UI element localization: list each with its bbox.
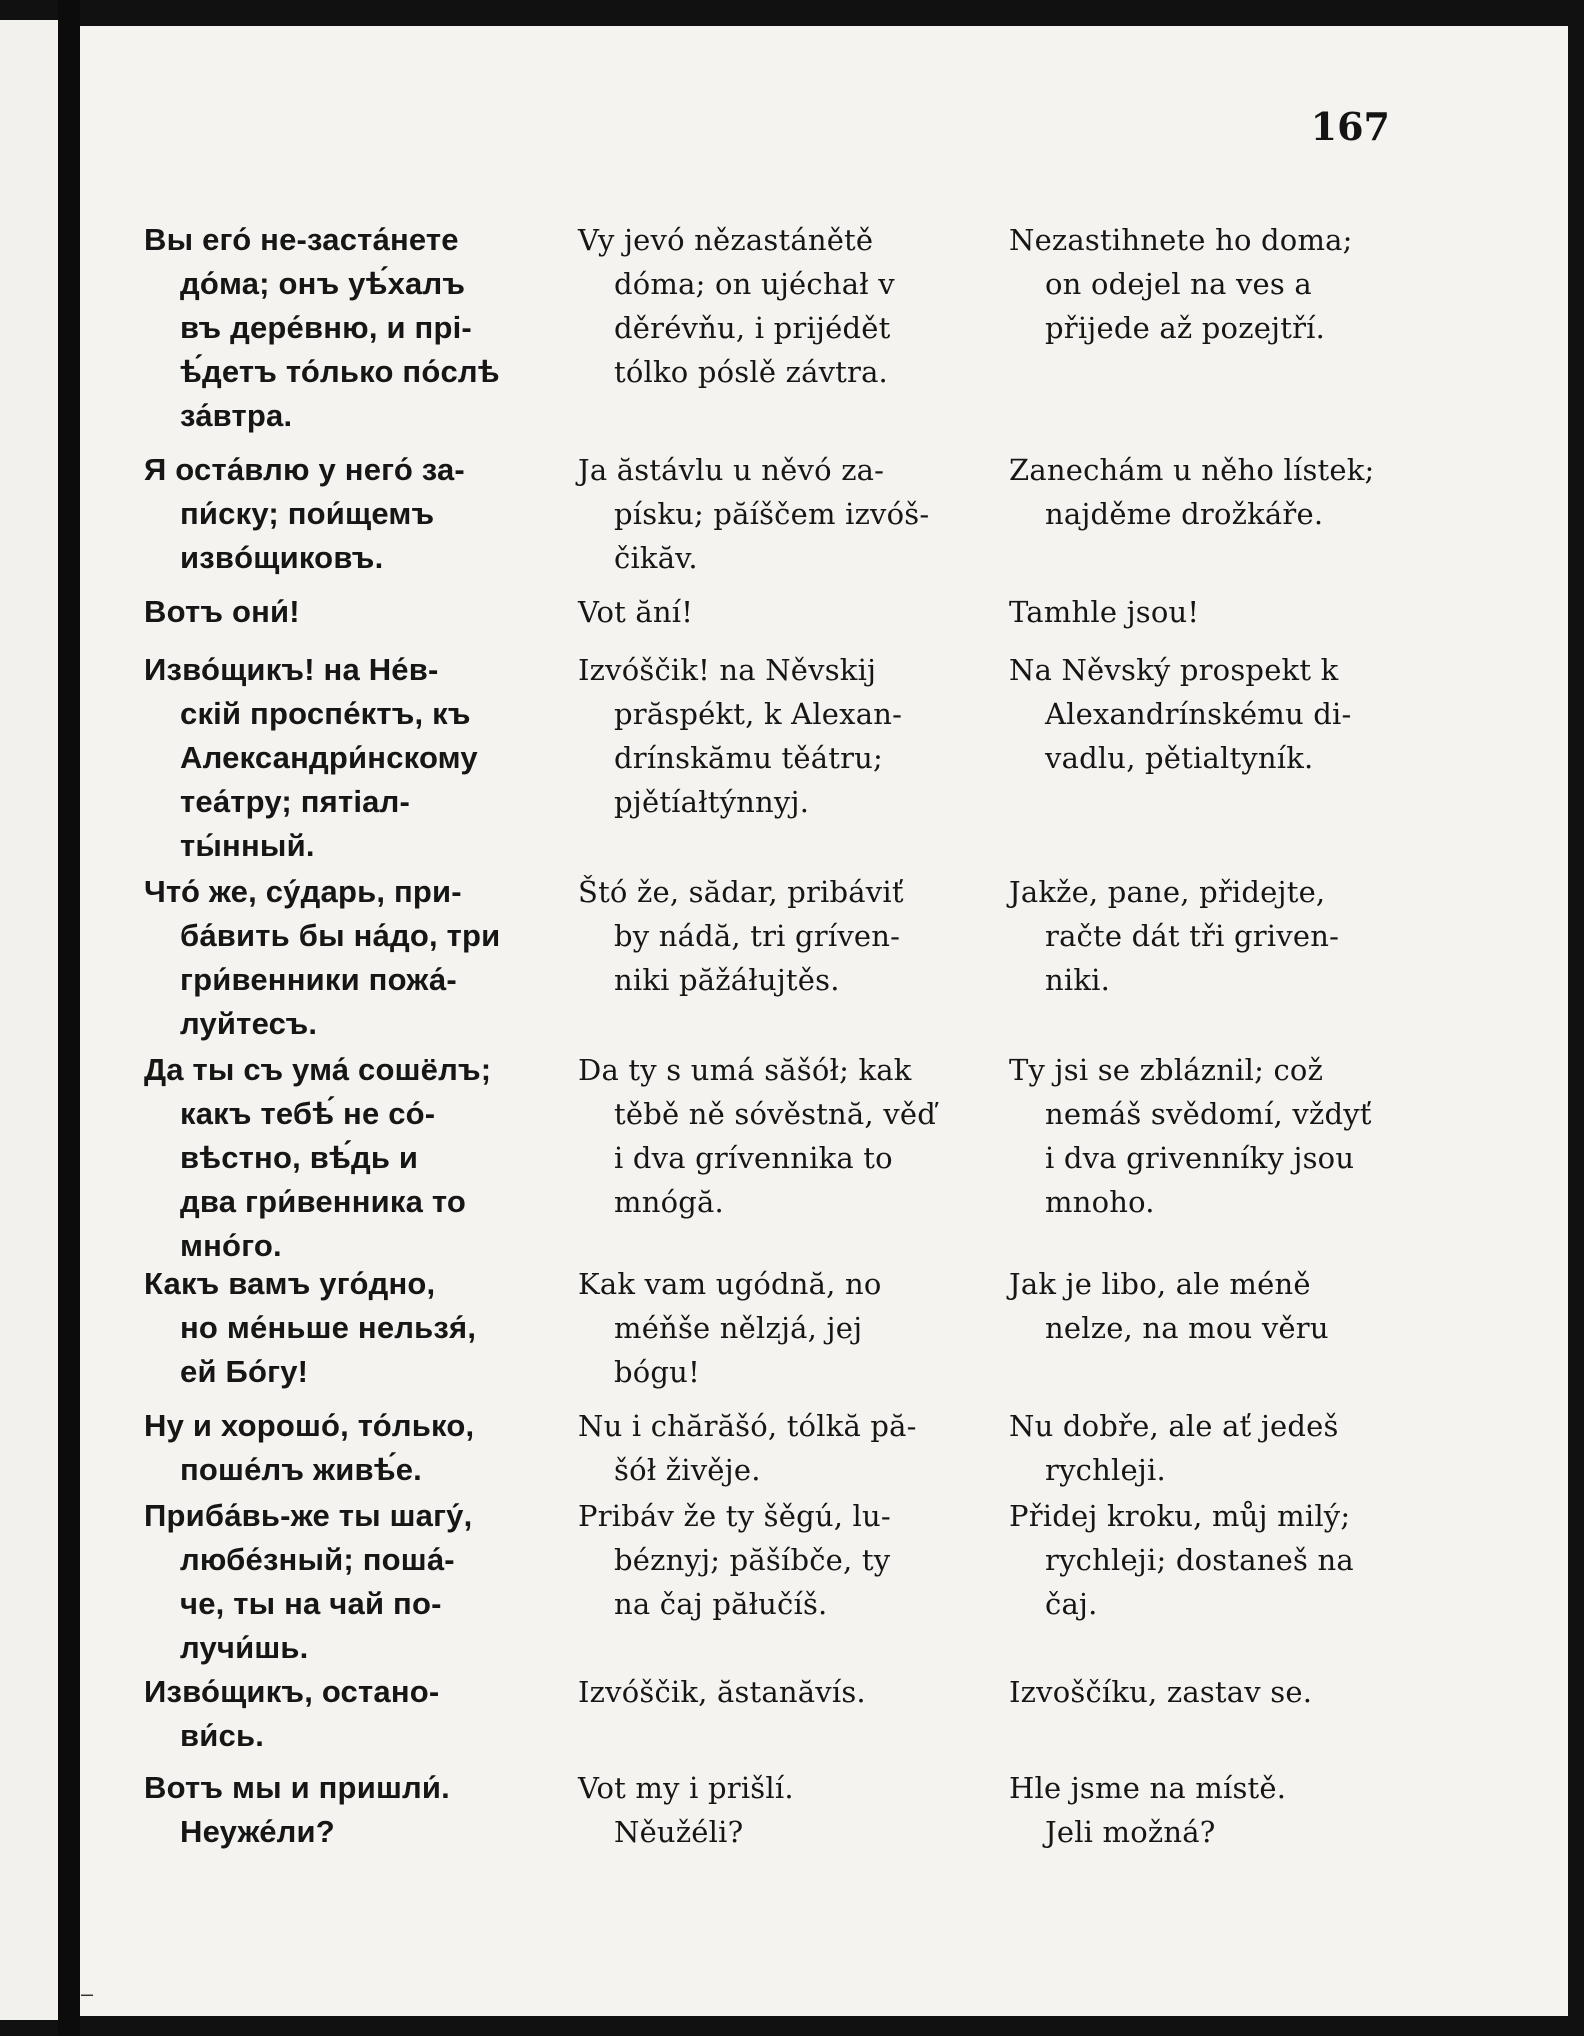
transliteration-text <box>578 1404 994 1492</box>
transliteration-text <box>578 870 994 1002</box>
text-line: Nu i chărăšó, tólkă pă- <box>578 1409 917 1443</box>
text-line: ви́сь. <box>180 1718 265 1753</box>
page-number: 167 <box>1310 104 1390 149</box>
text-line: tólko póslě závtra. <box>614 355 888 389</box>
text-line: rychleji; dostaneš na <box>1045 1543 1354 1577</box>
text-line: Tamhle jsou! <box>1009 595 1200 629</box>
text-line: pjětíałtýnnyj. <box>614 785 810 819</box>
text-line: béznyj; păšíbče, ty <box>614 1543 891 1577</box>
text-line: vadlu, pětialtyník. <box>1045 741 1314 775</box>
text-line: mnoho. <box>1045 1185 1155 1219</box>
text-line: Jak je libo, ale méně <box>1009 1267 1311 1301</box>
text-line: těbě ně sóvěstnă, věď <box>614 1097 936 1131</box>
text-line: вѣстно, вѣ́дь и <box>180 1140 419 1175</box>
text-line: Приба́вь-же ты шагу́, <box>144 1498 473 1533</box>
russian-text <box>144 1766 558 1854</box>
text-line: Да ты съ ума́ сошёлъ; <box>144 1052 492 1087</box>
text-line: najděme drožkáře. <box>1045 497 1324 531</box>
text-line: Alexandrínskému di- <box>1045 697 1352 731</box>
czech-text <box>1009 1670 1445 1714</box>
text-line: до́ма; онъ уѣ́халъ <box>180 266 466 301</box>
text-line: Ну и хорошо́, то́лько, <box>144 1408 475 1443</box>
russian-text <box>144 1262 558 1394</box>
text-line: ѣ́детъ то́лько по́слѣ <box>180 354 500 389</box>
text-line: пи́ску; пои́щемъ <box>180 496 435 531</box>
text-line: bógu! <box>614 1355 700 1389</box>
text-line: за́втра. <box>180 398 293 433</box>
transliteration-text <box>578 648 994 824</box>
text-line: čaj. <box>1045 1587 1098 1621</box>
text-line: mnógă. <box>614 1185 724 1219</box>
russian-text <box>144 1404 558 1492</box>
text-line: prăspékt, k Alexan- <box>614 697 903 731</box>
text-line: niki păžáłujtěs. <box>614 963 840 997</box>
text-line: Přidej kroku, můj milý; <box>1009 1499 1351 1533</box>
russian-text <box>144 1494 558 1670</box>
text-line: Изво́щикъ, остано- <box>144 1674 440 1709</box>
text-line: on odejel na ves a <box>1045 267 1312 301</box>
czech-text <box>1009 590 1445 634</box>
text-line: Nu dobře, ale ať jedeš <box>1009 1409 1339 1443</box>
text-line: drínskămu těátru; <box>614 741 883 775</box>
text-line: čikăv. <box>614 541 698 575</box>
text-line: Izvóščik! na Něvskij <box>578 653 877 687</box>
transliteration-text <box>578 218 994 394</box>
text-line: любе́зный; поша́- <box>180 1542 455 1577</box>
text-line: Něužéli? <box>614 1815 744 1849</box>
transliteration-text <box>578 448 994 580</box>
text-line: че, ты на чай по- <box>180 1586 442 1621</box>
text-line: Ja ăstávlu u něvó za- <box>578 453 885 487</box>
text-line: Изво́щикъ! на Не́в- <box>144 652 439 687</box>
czech-text <box>1009 1766 1445 1854</box>
text-line: Da ty s umá săšół; kak <box>578 1053 912 1087</box>
text-line: Какъ вамъ уго́дно, <box>144 1266 436 1301</box>
russian-text <box>144 218 558 438</box>
text-line: ей Бо́гу! <box>180 1354 309 1389</box>
text-line: dóma; on ujéchał v <box>614 267 895 301</box>
previous-page-edge <box>0 20 58 2020</box>
transliteration-text <box>578 1048 994 1224</box>
czech-text <box>1009 218 1445 350</box>
text-line: Вы его́ не-заста́нете <box>144 222 459 257</box>
text-line: Izvoščíku, zastav se. <box>1009 1675 1313 1709</box>
czech-text <box>1009 870 1445 1002</box>
text-line: písku; păíščem izvóš- <box>614 497 930 531</box>
russian-text <box>144 590 558 634</box>
text-line: niki. <box>1045 963 1111 997</box>
czech-text <box>1009 448 1445 536</box>
text-line: мно́го. <box>180 1228 282 1263</box>
text-line: два гри́венника то <box>180 1184 466 1219</box>
text-line: Hle jsme na místě. <box>1009 1771 1287 1805</box>
text-line: Вотъ они́! <box>144 594 300 629</box>
czech-text <box>1009 648 1445 780</box>
text-line: Jeli možná? <box>1045 1815 1216 1849</box>
russian-text <box>144 1670 558 1758</box>
text-line: přijede až pozejtří. <box>1045 311 1326 345</box>
text-line: Что́ же, су́дарь, при- <box>144 874 462 909</box>
text-line: Zanechám u něho lístek; <box>1009 453 1375 487</box>
text-line: но ме́ньше нельзя́, <box>180 1310 477 1345</box>
text-line: Неуже́ли? <box>180 1814 335 1849</box>
text-line: Я оста́влю у него́ за- <box>144 452 465 487</box>
czech-text <box>1009 1494 1445 1626</box>
text-line: луйтесъ. <box>180 1006 318 1041</box>
text-line: nemáš svědomí, vždyť <box>1045 1097 1372 1131</box>
transliteration-text <box>578 1766 994 1854</box>
text-line: Ty jsi se zbláznil; což <box>1009 1053 1324 1087</box>
russian-text <box>144 448 558 580</box>
czech-text <box>1009 1404 1445 1492</box>
text-line: rychleji. <box>1045 1453 1166 1487</box>
text-line: поше́лъ живѣ́е. <box>180 1452 422 1487</box>
text-line: скій проспе́ктъ, къ <box>180 696 471 731</box>
text-line: въ дере́вню, и прі- <box>180 310 472 345</box>
text-line: děrévňu, i prijédět <box>614 311 891 345</box>
text-line: гри́венники пожа́- <box>180 962 457 997</box>
scan-mark: ‒ <box>80 1982 94 2007</box>
russian-text <box>144 870 558 1046</box>
text-line: i dva grivenníky jsou <box>1045 1141 1355 1175</box>
text-line: Александри́нскому <box>180 740 478 775</box>
text-line: méňše nělzjá, jej <box>614 1311 863 1345</box>
text-line: Na Něvský prospekt k <box>1009 653 1339 687</box>
czech-text <box>1009 1262 1445 1350</box>
russian-text <box>144 648 558 868</box>
text-line: ба́вить бы на́до, три <box>180 918 501 953</box>
text-line: ты́нный. <box>180 828 315 863</box>
text-line: Vot ăní! <box>578 595 694 629</box>
text-line: извóщиковъ. <box>180 540 384 575</box>
text-line: теа́тру; пятіал- <box>180 784 411 819</box>
text-line: Vot my i prišlí. <box>578 1771 794 1805</box>
text-line: na čaj păłučíš. <box>614 1587 828 1621</box>
text-line: Pribáv že ty šěgú, lu- <box>578 1499 891 1533</box>
text-line: Вотъ мы и пришли́. <box>144 1770 450 1805</box>
text-line: Izvóščik, ăstanăvís. <box>578 1675 866 1709</box>
transliteration-text <box>578 590 994 634</box>
russian-text <box>144 1048 558 1268</box>
text-line: Nezastihnete ho doma; <box>1009 223 1353 257</box>
book-gutter <box>58 0 80 2036</box>
transliteration-text <box>578 1262 994 1394</box>
text-line: šół živěje. <box>614 1453 761 1487</box>
text-line: račte dát tři griven- <box>1045 919 1340 953</box>
text-line: Kak vam ugódnă, no <box>578 1267 882 1301</box>
transliteration-text <box>578 1494 994 1626</box>
text-line: i dva grívennika to <box>614 1141 893 1175</box>
text-line: by nádă, tri gríven- <box>614 919 901 953</box>
text-line: Vy jevó nězastánětě <box>578 223 874 257</box>
transliteration-text <box>578 1670 994 1714</box>
text-line: nelze, na mou věru <box>1045 1311 1329 1345</box>
text-line: какъ тебѣ́ не со́- <box>180 1096 436 1131</box>
czech-text <box>1009 1048 1445 1224</box>
text-line: лучи́шь. <box>180 1630 309 1665</box>
text-line: Jakže, pane, přidejte, <box>1009 875 1326 909</box>
text-line: Štó že, sădar, pribáviť <box>578 875 904 909</box>
